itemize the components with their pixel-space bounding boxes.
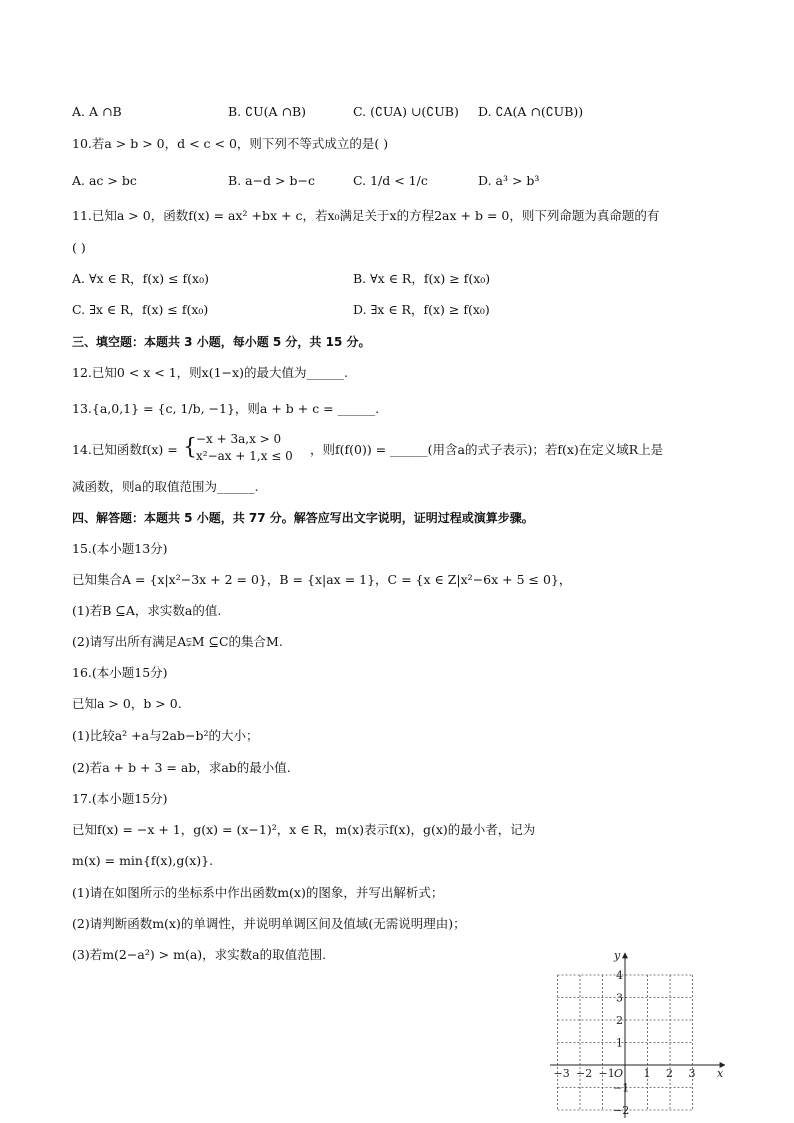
q15-part-1: (1)若B ⊆A，求实数a的值. [72,603,222,618]
x-tick-label: −3 [553,1067,570,1080]
y-tick-label: −2 [613,1104,630,1117]
y-axis-label: y [614,950,621,962]
x-tick-label: 3 [688,1067,696,1080]
q9-option-c: C. (∁UA) ∪(∁UB) [353,104,459,119]
q14-prefix: 14.已知函数f(x) = [72,442,178,457]
q14-brace: { [183,435,197,460]
section-4-heading: 四、解答题：本题共 5 小题，共 77 分。解答应写出文字说明，证明过程或演算步骤。 [72,511,534,525]
x-tick-label: 2 [666,1067,673,1080]
q14-suffix: ，则f(f(0)) = ______(用含a的式子表示)；若f(x)在定义域R上是 [310,442,664,457]
y-tick-label: 4 [616,969,623,982]
q17-part-3: (3)若m(2−a²) > m(a)，求实数a的取值范围. [72,947,327,962]
q15-heading: 15.(本小题13分) [72,541,168,556]
q11-option-b: B. ∀x ∈ R，f(x) ≥ f(x₀) [353,271,491,286]
y-tick-labels [613,969,629,1117]
q11-paren: ( ) [72,240,86,255]
q16-given: 已知a > 0，b > 0. [72,696,182,711]
q17-given: 已知f(x) = −x + 1，g(x) = (x−1)²，x ∈ R，m(x)表示f(x)，g(x)的最小者，记为 [72,822,536,837]
q11-stem: 11.已知a > 0，函数f(x) = ax² +bx + c，若x₀满足关于x的方程2ax + b = 0，则下列命题为真命题的有 [72,208,660,223]
origin-label: O [614,1067,624,1080]
q10-option-b: B. a−d > b−c [228,173,315,188]
y-tick-label: 1 [616,1036,623,1050]
q16-heading: 16.(本小题15分) [72,665,168,680]
q14-case-2: x²−ax + 1,x ≤ 0 [196,449,293,463]
q11-option-c: C. ∃x ∈ R，f(x) ≤ f(x₀) [72,302,209,317]
x-axis-label: x [717,1067,724,1080]
q10-option-a: A. ac > bc [72,173,137,188]
q9-option-d: D. ∁A(A ∩(∁UB)) [478,104,584,119]
q17-part-2: (2)请判断函数m(x)的单调性，并说明单调区间及值域(无需说明理由)； [72,916,466,931]
x-tick-label: 1 [643,1067,651,1080]
q11-option-a: A. ∀x ∈ R，f(x) ≤ f(x₀) [72,271,209,286]
section-3-heading: 三、填空题：本题共 3 小题，每小题 5 分，共 15 分。 [72,335,371,349]
x-tick-label: −1 [598,1067,615,1080]
coordinate-grid [545,950,730,1120]
q11-option-d: D. ∃x ∈ R，f(x) ≥ f(x₀) [353,302,490,317]
q14-line-2: 减函数，则a的取值范围为______. [72,479,259,494]
q9-option-a: A. A ∩B [72,104,122,119]
q17-part-1: (1)请在如图所示的坐标系中作出函数m(x)的图象，并写出解析式； [72,885,444,900]
q9-option-b: B. ∁U(A ∩B) [228,104,307,119]
q10-option-d: D. a³ > b³ [478,173,540,188]
q14-case-1: −x + 3a,x > 0 [196,432,282,446]
q10-option-c: C. 1/d < 1/c [353,173,428,188]
q16-part-1: (1)比较a² +a与2ab−b²的大小； [72,728,259,743]
x-tick-label: −2 [576,1067,593,1080]
q17-given-2: m(x) = min{f(x),g(x)}. [72,853,214,868]
q17-heading: 17.(本小题15分) [72,791,168,806]
q15-part-2: (2)请写出所有满足A⫋M ⊆C的集合M. [72,634,283,649]
q15-given: 已知集合A = {x|x²−3x + 2 = 0}，B = {x|ax = 1}，C = {x ∈ Z|x²−6x + 5 ≤ 0}， [72,572,572,587]
q13: 13.{a,0,1} = {c, 1/b, −1}，则a + b + c = ______. [72,401,380,416]
q10-stem: 10.若a > b > 0，d < c < 0，则下列不等式成立的是( ) [72,136,389,151]
y-tick-label: −1 [613,1081,630,1095]
q12: 12.已知0 < x < 1，则x(1−x)的最大值为______. [72,365,348,380]
y-tick-label: 2 [616,1014,623,1027]
q16-part-2: (2)若a + b + 3 = ab，求ab的最小值. [72,760,291,775]
y-tick-label: 3 [616,991,623,1005]
